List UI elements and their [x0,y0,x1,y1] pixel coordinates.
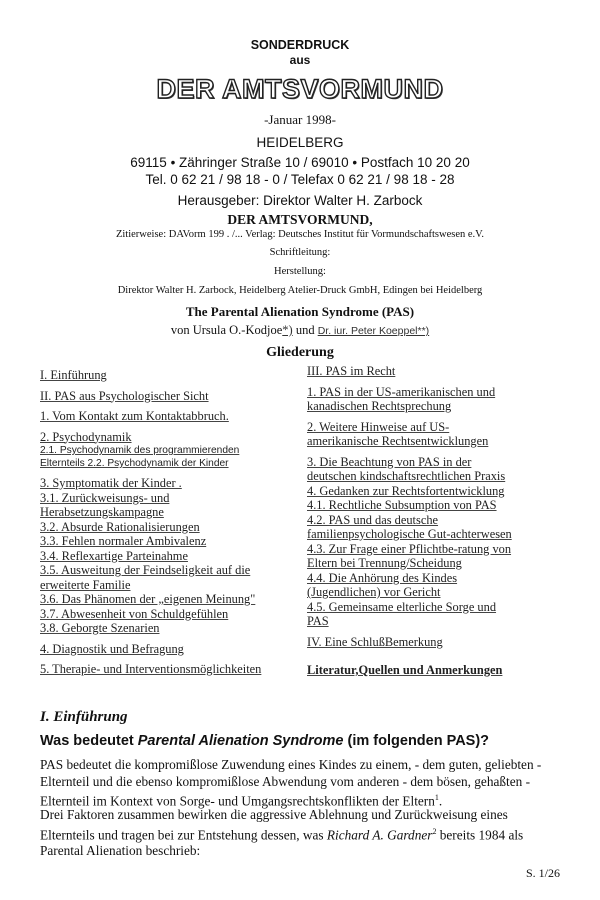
heading-text: (im folgenden PAS)? [343,733,490,749]
author1-footnote-link[interactable]: *) [282,323,293,337]
toc-link[interactable]: PAS [307,614,329,628]
toc-link[interactable]: 3.5. Ausweitung der Feindseligkeit auf die [40,563,251,577]
paragraph-text: bereits 1984 als Parental Alienation beschrieb: [40,826,524,859]
publisher-city: HEIDELBERG [256,135,344,150]
aus-label: aus [289,53,311,67]
toc-link[interactable]: IV. Eine SchlußBemerkung [307,634,443,649]
section-heading: I. Einführung [40,709,128,725]
toc-link[interactable]: (Jugendlichen) vor Gericht [307,585,441,599]
paragraph-text: Drei Faktoren zusammen bewirken die aggressive Ablehnung und Zurückweisung eines Elternteils und tragen bei zur Entstehung dessen, was [40,807,508,842]
issue-date: -Januar 1998- [264,112,336,127]
outline-heading: Gliederung [266,345,334,360]
toc-link[interactable]: 3.8. Geborgte Szenarien [40,621,160,635]
author2-link[interactable]: Dr. iur. Peter Koeppel [317,325,418,337]
toc-link[interactable]: III. PAS im Recht [307,364,396,378]
production-line: Direktor Walter H. Zarbock, Heidelberg Atelier-Druck GmbH, Edingen bei Heidelberg [117,285,483,296]
toc-link[interactable]: 3.3. Fehlen normaler Ambivalenz [40,534,207,548]
footnote-ref[interactable]: 1 [434,793,439,802]
toc-link[interactable]: familienpsychologische Gut-achterwesen [307,527,512,541]
author-name: Ursula O.-Kodjoe [192,323,283,337]
toc-link[interactable]: 4.4. Die Anhörung des Kindes [307,570,458,585]
toc-link[interactable]: 3.4. Reflexartige Parteinahme [40,548,188,563]
footnote-ref[interactable]: 2 [432,826,437,836]
paragraph-text: . [438,793,443,809]
heading-text: Was bedeutet [40,733,138,749]
toc-link[interactable]: 4.3. Zur Frage einer Pflichtbe-ratung von [307,541,512,556]
toc-link[interactable]: 4. Gedanken zur Rechtsfortentwicklung [307,483,505,498]
question-heading [40,733,489,749]
paragraph [40,807,565,860]
toc-link[interactable]: Elternteils 2.2. Psychodynamik der Kinder [40,458,229,469]
toc-link[interactable]: 3.2. Absurde Rationalisierungen [40,519,200,534]
article-title: The Parental Alienation Syndrome (PAS) [185,304,415,319]
toc-link[interactable]: 4. Diagnostik und Befragung [40,641,184,656]
toc-link[interactable]: erweiterte Familie [40,577,131,592]
toc-link[interactable]: 3. Die Beachtung von PAS in der [307,454,472,469]
toc-link[interactable]: 1. PAS in der US-amerikanischen und [307,384,496,399]
toc-link[interactable]: 1. Vom Kontakt zum Kontaktabbruch. [40,409,229,423]
toc-right-column [307,364,563,678]
toc-link[interactable]: Eltern bei Trennung/Scheidung [307,556,462,570]
toc-link[interactable]: 3.7. Abwesenheit von Schuldgefühlen [40,606,229,621]
toc-link[interactable]: 2.1. Psychodynamik des programmierenden [40,445,240,456]
und-label: und [292,323,318,337]
herstellung-label: Herstellung: [274,266,326,277]
journal-title: DER AMTSVORMUND [156,74,444,104]
von-label: von [170,323,193,337]
paragraph-text: PAS bedeutet die kompromißlose Zuwendung eines Kindes zu einem, - dem guten, geliebten - Elternteil und die ebenso kompromißlose Abwendung vom anderen - dem bösen, gehaßten - Elternteil im Kontext von Sorge- und Umgangsrechtskonflikten der Eltern [40,757,542,809]
paragraph [40,757,565,810]
toc-link[interactable]: 4.5. Gemeinsame elterliche Sorge und [307,599,497,614]
toc-link[interactable]: 3.1. Zurückweisungs- und [40,490,170,505]
toc-link[interactable]: kanadischen Rechtsprechung [307,399,452,413]
toc-link[interactable]: 3. Symptomatik der Kinder . [40,476,182,490]
editor-line: Herausgeber: Direktor Walter H. Zarbock [177,193,423,208]
toc-link[interactable]: 4.1. Rechtliche Subsumption von PAS [307,498,497,512]
toc-link[interactable]: deutschen kindschaftsrechtlichen Praxis [307,469,506,483]
toc-link[interactable]: Herabsetzungskampagne [40,505,164,519]
journal-name: DER AMTSVORMUND, [227,212,373,227]
publisher-address: 69115 • Zähringer Straße 10 / 69010 • Postfach 10 20 20 [130,155,470,170]
cited-author: Richard A. Gardner [326,826,433,842]
toc-link[interactable]: 4.2. PAS und das deutsche [307,512,439,527]
page-number: S. 1/26 [525,866,560,880]
schriftleitung-label: Schriftleitung: [269,247,331,258]
toc-link[interactable]: II. PAS aus Psychologischer Sicht [40,388,209,403]
toc-link[interactable]: Literatur,Quellen und Anmerkungen [307,663,503,677]
sonderdruck-label: SONDERDRUCK [250,38,350,52]
toc-link[interactable]: 3.6. Das Phänomen der „eigenen Meinung" [40,592,256,606]
author-line [0,323,600,338]
publisher-phone: Tel. 0 62 21 / 98 18 - 0 / Telefax 0 62 21 / 98 18 - 28 [145,172,455,187]
toc-link[interactable]: 2. Weitere Hinweise auf US- [307,419,450,434]
toc-link[interactable]: amerikanische Rechtsentwicklungen [307,434,489,448]
toc-link[interactable]: 5. Therapie- und Interventionsmöglichkeiten [40,662,262,676]
heading-term: Parental Alienation Syndrome [137,733,344,749]
citation-line: Zitierweise: DAVorm 199 . /... Verlag: Deutsches Institut für Vormundschaftswesen e.V. [115,229,485,240]
toc-link[interactable]: I. Einführung [40,368,107,382]
author2-footnote-link[interactable]: **) [417,325,430,337]
toc-left-column [40,368,298,677]
toc-link[interactable]: 2. Psychodynamik [40,429,132,444]
